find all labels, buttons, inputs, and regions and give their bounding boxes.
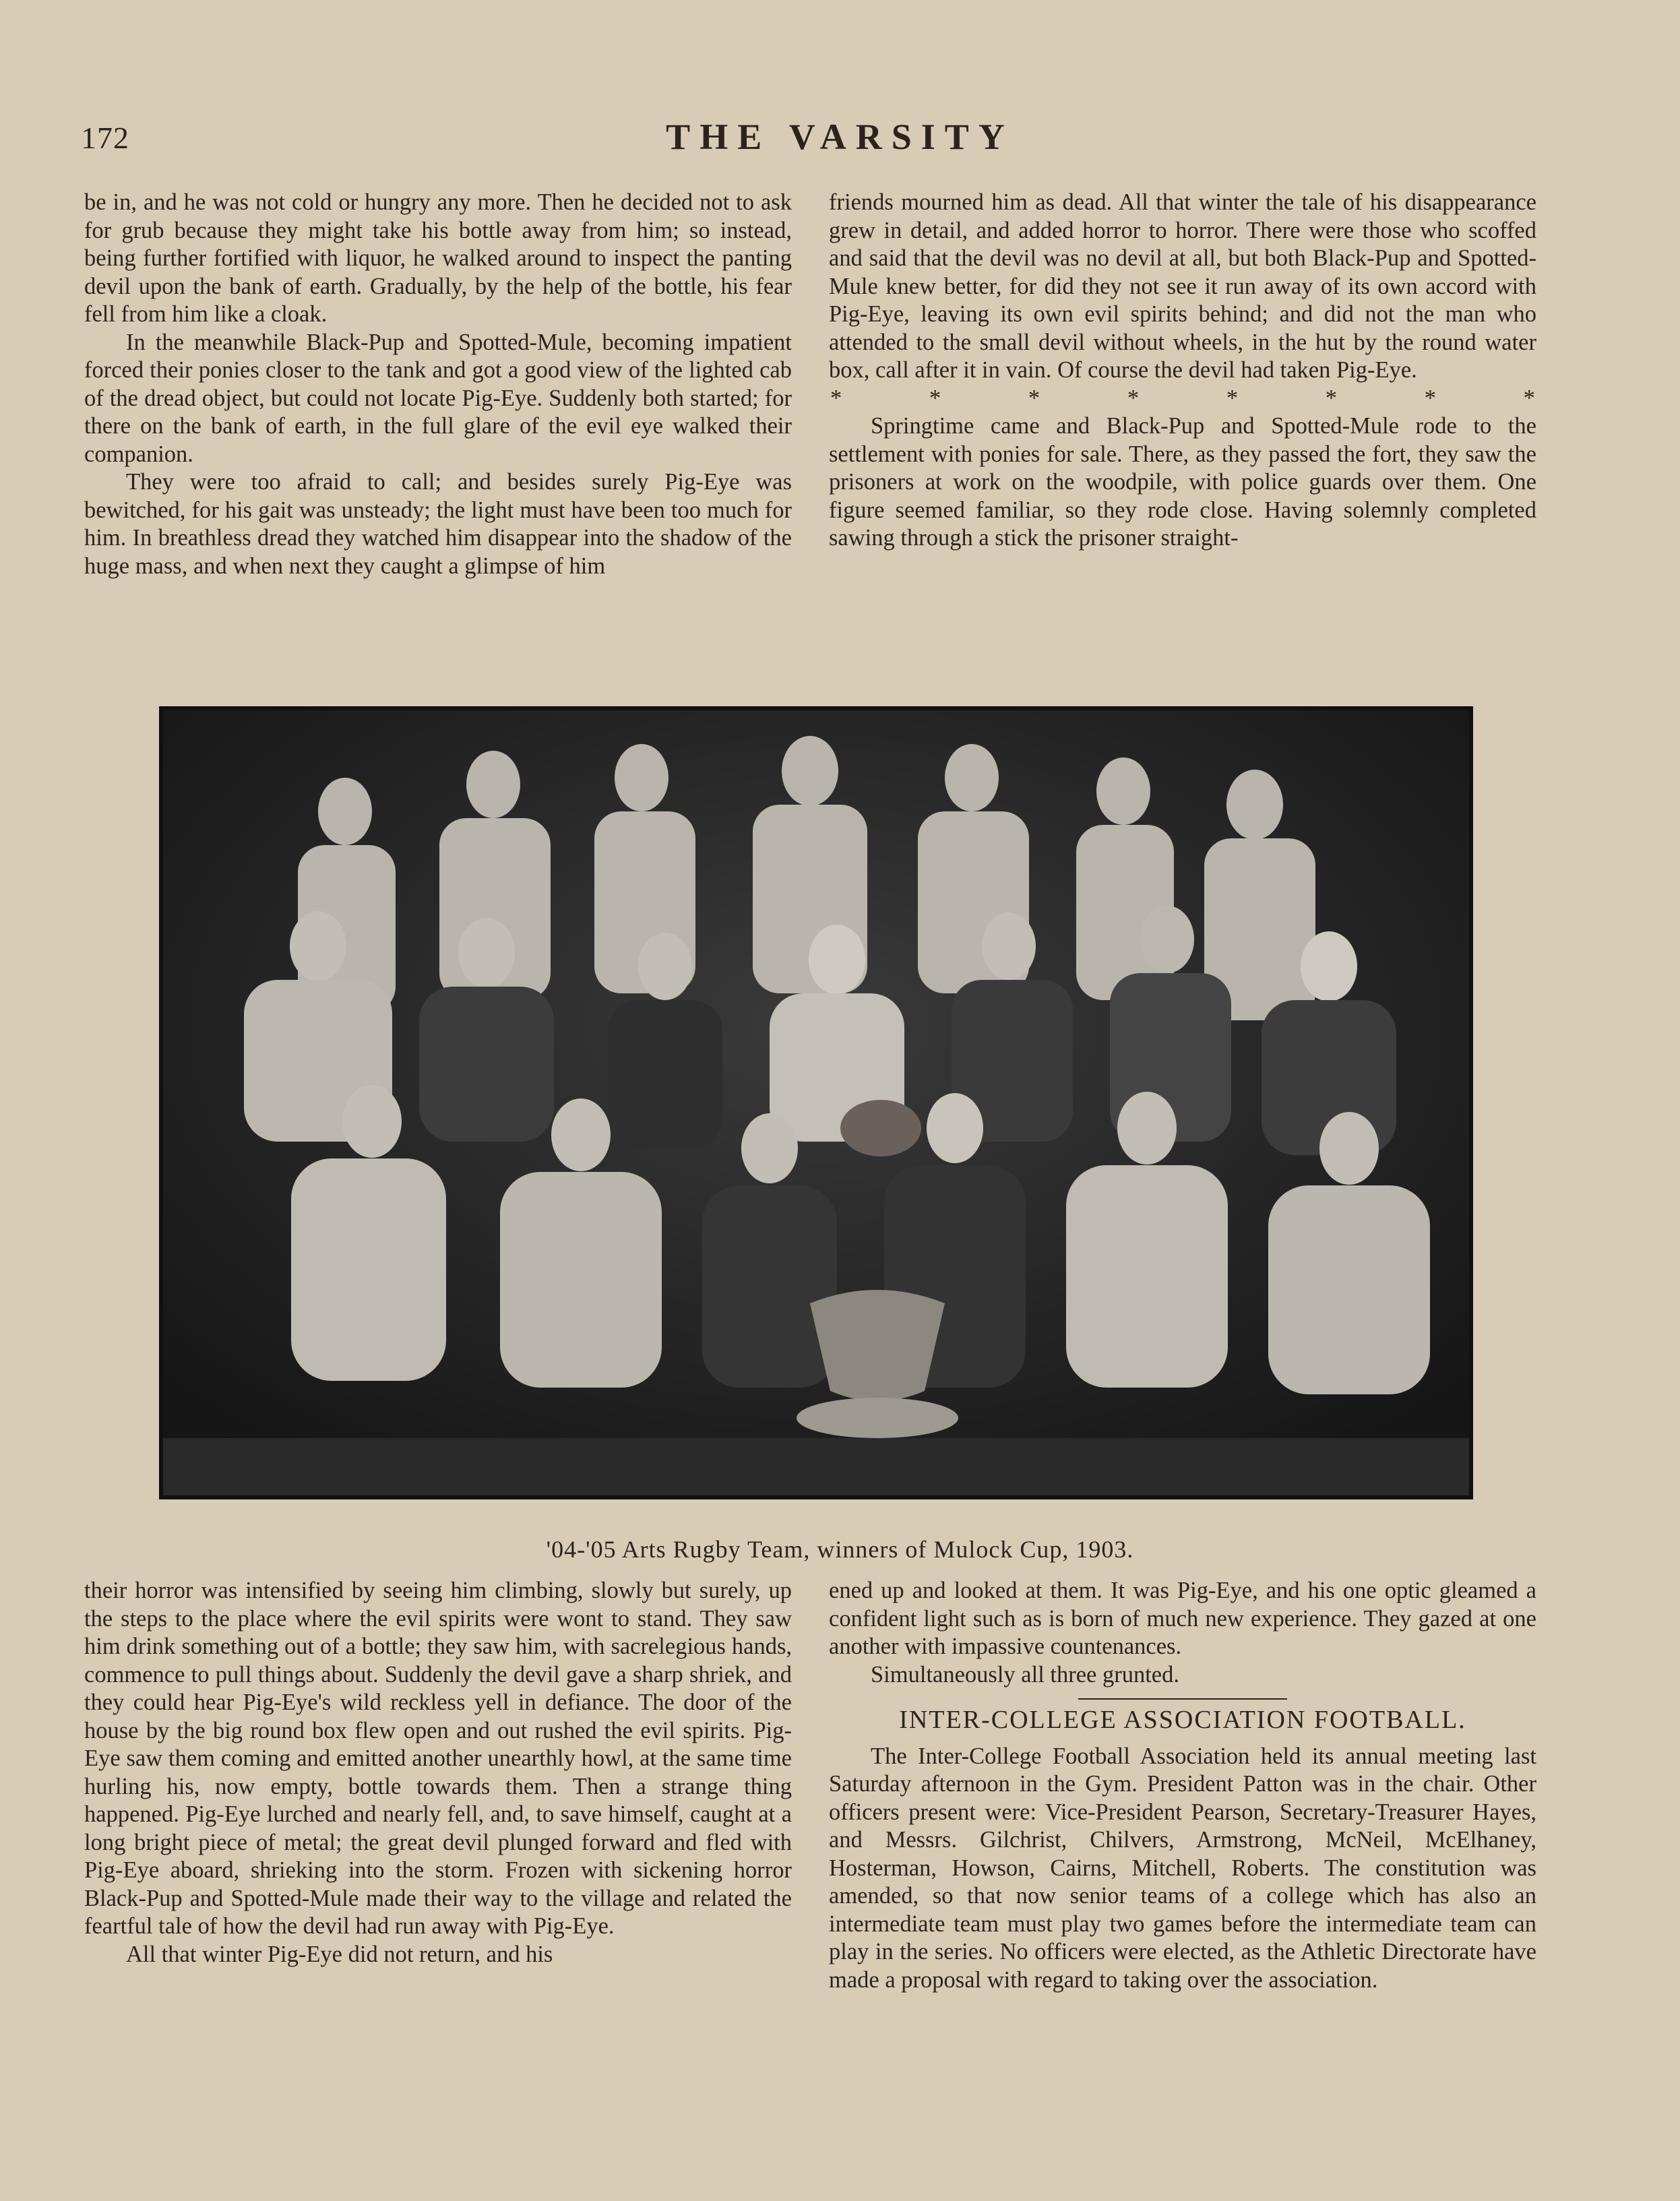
column-top-right bbox=[829, 189, 1536, 553]
paragraph: They were too afraid to call; and besides surely Pig-Eye was bewitched, for his gait was unsteady; the light must have been too much for him. In breathless dread they watched him disappear into the shadow of the huge mass, and when next they caught a glimpse of him bbox=[84, 469, 792, 579]
photo-caption: '04-'05 Arts Rugby Team, winners of Mulock Cup, 1903. bbox=[546, 1536, 1134, 1563]
paragraph: friends mourned him as dead. All that winter the tale of his disappearance grew in detail, and added horror to horror. There were those who scoffed and said that the devil was no devil at all, but both Black-Pup and Spotted-Mule knew better, for did they not see it run away of its own accord with Pig-Eye, leaving its own evil spirits behind; and did not the man who attended to the small devil without wheels, in the hut by the round water box, call after it in vain. Of course the devil had taken Pig-Eye. bbox=[829, 189, 1536, 383]
column-top-left bbox=[84, 189, 792, 580]
section-heading: INTER-COLLEGE ASSOCIATION FOOTBALL. bbox=[899, 1706, 1466, 1734]
team-photo-image bbox=[163, 710, 1469, 1495]
star: * bbox=[929, 385, 941, 411]
paragraph: Springtime came and Black-Pup and Spotted-Mule rode to the settlement with ponies for sale. There, as they passed the fort, they saw the prisoners at work on the woodpile, with police guards over them. One figure seemed familiar, so they rode close. Having solemnly completed sawing through a stick the prisoner straight- bbox=[829, 413, 1536, 551]
running-title: THE VARSITY bbox=[666, 117, 1014, 157]
star: * bbox=[1325, 385, 1338, 411]
column-bottom-left bbox=[84, 1577, 792, 1968]
section-break-stars bbox=[829, 385, 1536, 413]
star: * bbox=[830, 385, 842, 411]
star: * bbox=[1127, 385, 1140, 411]
section-divider bbox=[1078, 1698, 1287, 1700]
star: * bbox=[1523, 385, 1535, 411]
paragraph: Simultaneously all three grunted. bbox=[871, 1661, 1179, 1687]
column-bottom-right bbox=[829, 1577, 1536, 1994]
paragraph: their horror was intensified by seeing him climbing, slowly but surely, up the steps to the place where the evil spirits were wont to stand. They saw him drink something out of a bottle; they saw him, with sacrelegious hands, commence to pull things about. Suddenly the devil gave a sharp shriek, and they could hear Pig-Eye's wild reckless yell in defiance. The door of the house by the big round box flew open and out rushed the evil spirits. Pig-Eye saw them coming and emitted another unearthly howl, at the same time hurling his, now empty, bottle towards them. Then a strange thing happened. Pig-Eye lurched and nearly fell, and, to save himself, caught at a long bright piece of metal; the great devil plunged forward and fled with Pig-Eye aboard, shrieking into the storm. Frozen with sickening horror Black-Pup and Spotted-Mule made their way to the village and related the feartful tale of how the devil had run away with Pig-Eye. bbox=[84, 1578, 792, 1939]
paragraph: The Inter-College Football Association held its annual meeting last Saturday afternoon in the Gym. President Patton was in the chair. Other officers present were: Vice-President Pearson, Secretary-Treasurer Hayes, and Messrs. Gilchrist, Chilvers, Armstrong, McNeil, McElhaney, Hosterman, Howson, Cairns, Mitchell, Roberts. The constitution was amended, so that now senior teams of a college which has also an intermediate team must play two games before the intermediate team can play in the series. No officers were elected, as the Athletic Directorate have made a proposal with regard to taking over the association. bbox=[829, 1743, 1536, 1993]
paragraph: All that winter Pig-Eye did not return, and his bbox=[126, 1941, 553, 1967]
star: * bbox=[1226, 385, 1239, 411]
team-photograph bbox=[159, 706, 1473, 1499]
paragraph: In the meanwhile Black-Pup and Spotted-Mule, becoming impatient forced their ponies closer to the tank and got a good view of the lighted cab of the dread object, but could not locate Pig-Eye. Suddenly both started; for there on the bank of earth, in the full glare of the evil eye walked their companion. bbox=[84, 329, 792, 467]
star: * bbox=[1028, 385, 1040, 411]
page-number: 172 bbox=[81, 121, 129, 155]
paragraph: ened up and looked at them. It was Pig-Eye, and his one optic gleamed a confident light such as is born of much new experience. They gazed at one another with impassive countenances. bbox=[829, 1578, 1536, 1659]
star: * bbox=[1424, 385, 1436, 411]
paragraph: be in, and he was not cold or hungry any more. Then he decided not to ask for grub because they might take his bottle away from him; so instead, being further fortified with liquor, he walked around to inspect the panting devil upon the bank of earth. Gradually, by the help of the bottle, his fear fell from him like a cloak. bbox=[84, 189, 792, 327]
